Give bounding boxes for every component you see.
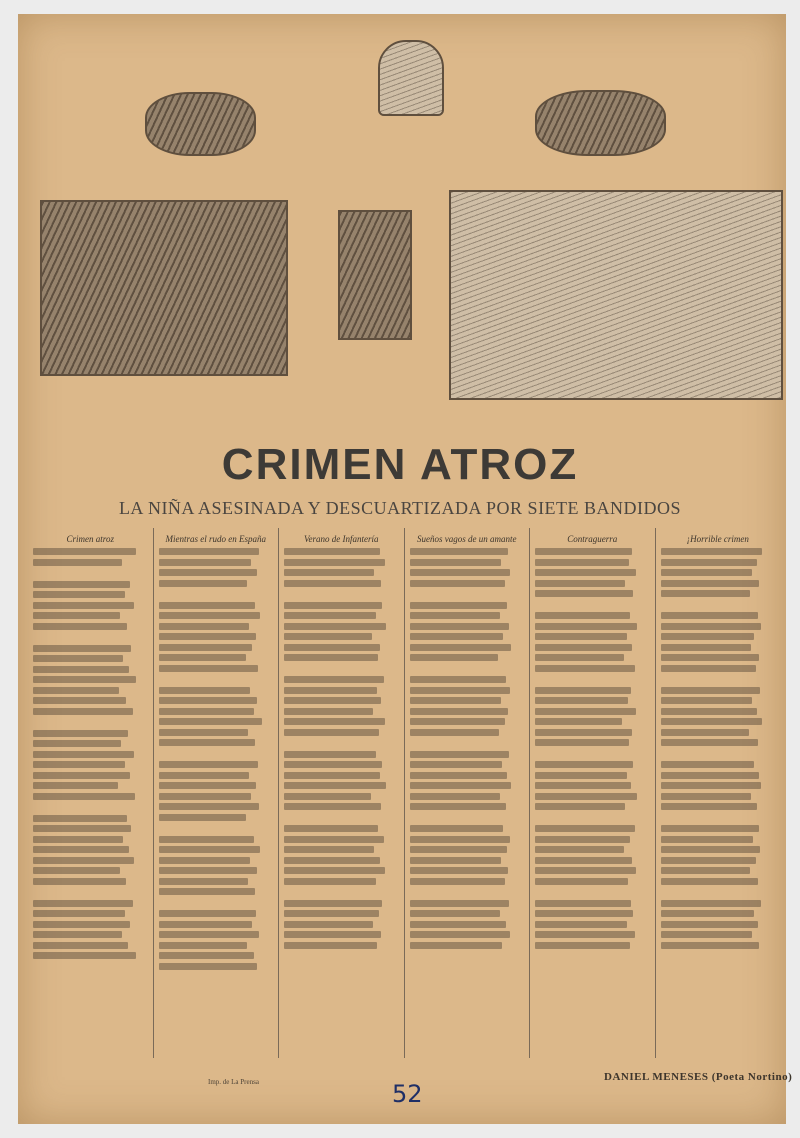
- verse-column: [404, 528, 530, 1058]
- verse-column: [529, 528, 655, 1058]
- landscape-vignette-left: [145, 92, 256, 156]
- author-signature: DANIEL MENESES (Poeta Nortino): [604, 1071, 793, 1083]
- verse-column: [28, 528, 153, 1058]
- handwritten-page-number: 52: [392, 1080, 423, 1108]
- landscape-vignette-right: [535, 90, 666, 156]
- printer-imprint: Imp. de La Prensa: [208, 1078, 259, 1086]
- column-heading: ¡Horrible crimen: [686, 534, 749, 544]
- headline: CRIMEN ATROZ: [221, 440, 579, 489]
- subheadline: LA NIÑA ASESINADA Y DESCUARTIZADA POR SIETE BANDIDOS: [118, 498, 682, 518]
- column-heading: Mientras el rudo en España: [165, 534, 266, 544]
- verse-column: [278, 528, 404, 1058]
- city-plaza-engraving: [449, 190, 783, 400]
- column-heading: Crimen atroz: [66, 534, 114, 544]
- column-heading: Verano de Infantería: [304, 534, 379, 544]
- saint-bust-figure: [378, 40, 444, 116]
- ornamental-panel: [338, 210, 412, 340]
- verse-columns: [28, 528, 780, 1058]
- verse-column: [153, 528, 279, 1058]
- crime-scene-engraving: [40, 200, 288, 376]
- column-heading: Contraguerra: [567, 534, 618, 544]
- verse-column: [655, 528, 781, 1058]
- column-heading: Sueños vagos de un amante: [417, 534, 517, 544]
